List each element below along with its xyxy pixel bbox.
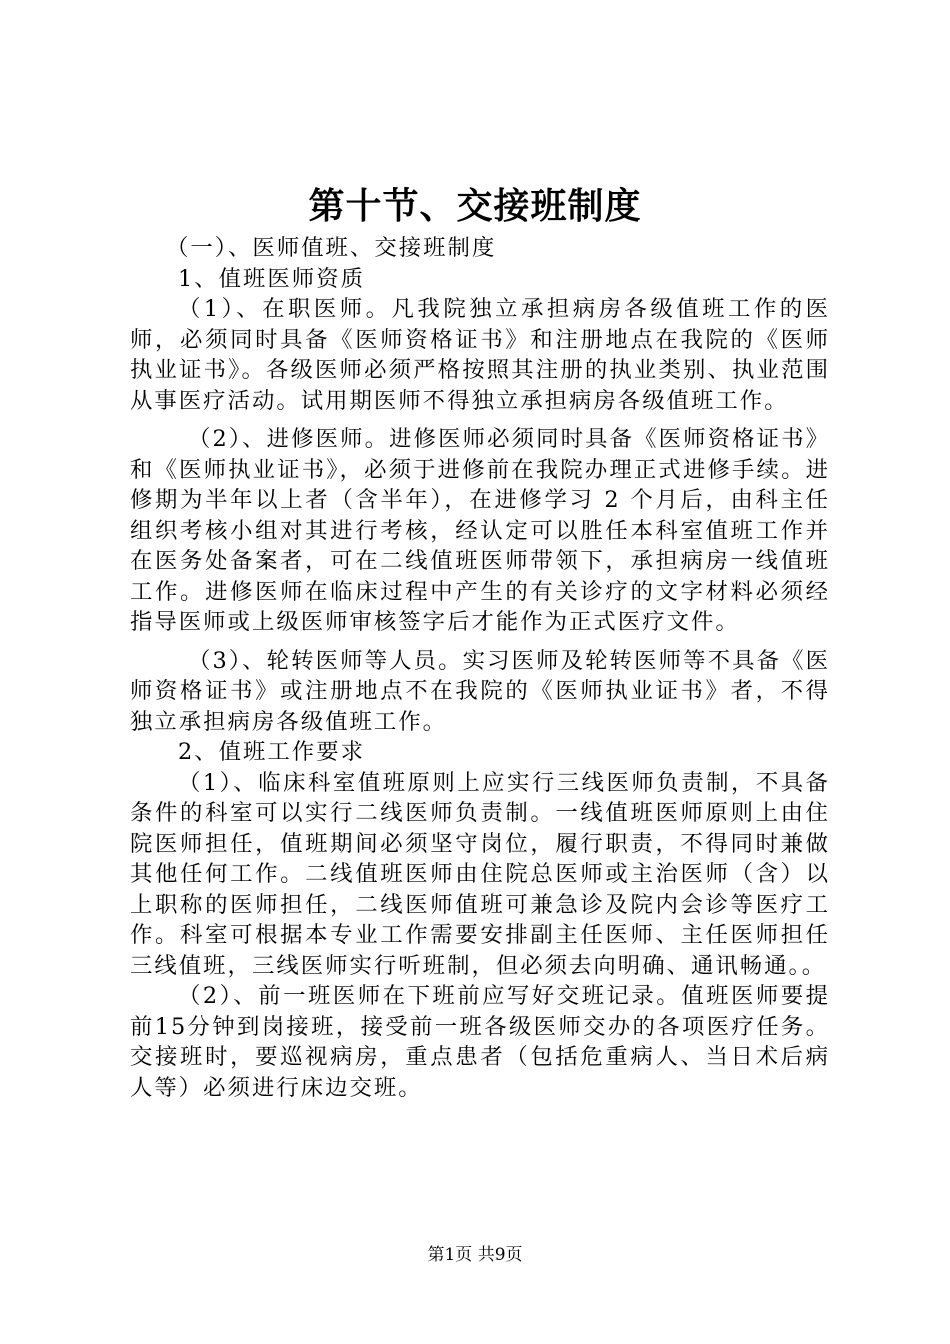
- document-body: [130, 233, 830, 1103]
- sub-heading-qualification: 1、值班医师资质: [178, 265, 365, 292]
- page-footer: 第1页 共9页: [427, 1245, 523, 1265]
- paragraph-handover: （2）、前一班医师在下班前应写好交班记录。值班医师要提前15分钟到岗接班，接受前一班各级医师交办的各项医疗任务。交接班时，要巡视病房，重点患者（包括危重病人、当日术后病人等）必须进行床边交班。: [130, 983, 830, 1101]
- paragraph-rotating-physician: （3）、轮转医师等人员。实习医师及轮转医师等不具备《医师资格证书》或注册地点不在我院的《医师执业证书》者，不得独立承担病房各级值班工作。: [130, 647, 830, 735]
- sub-heading-duty-requirements: 2、值班工作要求: [178, 739, 365, 765]
- section-heading: （一）、医师值班、交接班制度: [166, 235, 497, 261]
- paragraph-three-tier-duty: （1）、临床科室值班原则上应实行三线医师负责制，不具备条件的科室可以实行二线医师负责制。一线值班医师原则上由住院医师担任，值班期间必须坚守岗位，履行职责，不得同时兼做其他任何工作。二线值班医师由住院总医师或主治医师（含）以上职称的医师担任，二线医师值班可兼急诊及院内会诊等医疗工作。科室可根据本专业工作需要安排副主任医师、主任医师担任三线值班，三线医师实行听班制，但必须去向明确、通讯畅通。。: [130, 769, 830, 979]
- paragraph-in-service-physician: （1）、在职医师。凡我院独立承担病房各级值班工作的医师，必须同时具备《医师资格证书》和注册地点在我院的《医师执业证书》。各级医师必须严格按照其注册的执业类别、执业范围从事医疗活动。试用期医师不得独立承担病房各级值班工作。: [130, 296, 830, 414]
- document-title: 第十节、交接班制度: [308, 185, 642, 227]
- paragraph-trainee-physician: （2）、进修医师。进修医师必须同时具备《医师资格证书》和《医师执业证书》，必须于进修前在我院办理正式进修手续。进修期为半年以上者（含半年），在进修学习 2 个月后，由科主任组织考核小组对其进行考核，经认定可以胜任本科室值班工作并在医务处备案者，可在二线值班医师带领下，承担病房一线值班工作。进修医师在临床过程中产生的有关诊疗的文字材料必须经指导医师或上级医师审核签字后才能作为正式医疗文件。: [130, 426, 830, 635]
